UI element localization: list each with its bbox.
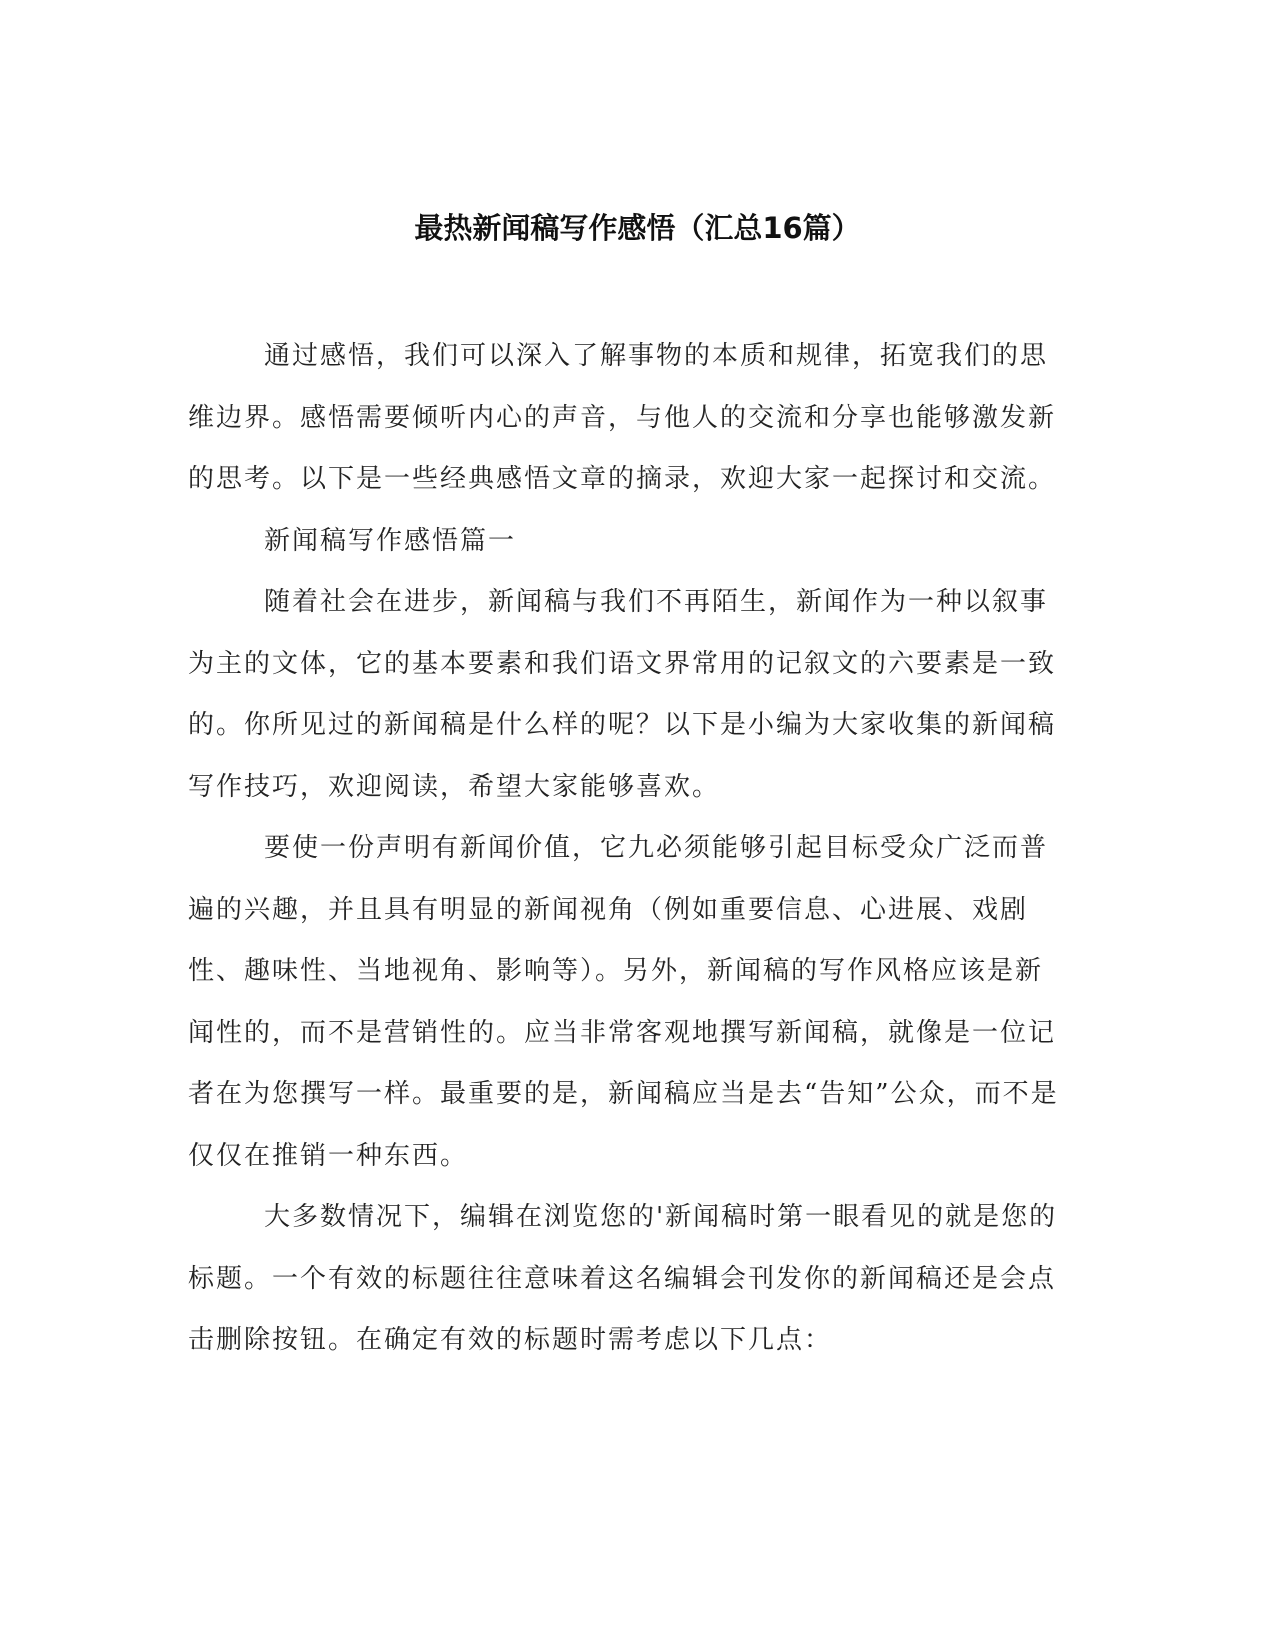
body-paragraph: 大多数情况下，编辑在浏览您的'新闻稿时第一眼看见的就是您的标题。一个有效的标题往往意味着这名编辑会刊发你的新闻稿还是会点击删除按钮。在确定有效的标题时需考虑以下几点： xyxy=(188,1202,1058,1355)
section-heading-1: 新闻稿写作感悟篇一 xyxy=(264,525,517,556)
document-body xyxy=(188,326,1068,1372)
body-paragraph: 要使一份声明有新闻价值，它九必须能够引起目标受众广泛而普遍的兴趣，并且具有明显的新闻视角（例如重要信息、心进展、戏剧性、趣味性、当地视角、影响等）。另外，新闻稿的写作风格应该是新闻性的，而不是营销性的。应当非常客观地撰写新闻稿，就像是一位记者在为您撰写一样。最重要的是，新闻稿应当是去“告知”公众，而不是仅仅在推销一种东西。 xyxy=(188,833,1059,1171)
intro-paragraph: 通过感悟，我们可以深入了解事物的本质和规律，拓宽我们的思维边界。感悟需要倾听内心的声音，与他人的交流和分享也能够激发新的思考。以下是一些经典感悟文章的摘录，欢迎大家一起探讨和交流。 xyxy=(188,341,1057,494)
document-title: 最热新闻稿写作感悟（汇总16篇） xyxy=(414,211,861,245)
body-paragraph: 随着社会在进步，新闻稿与我们不再陌生，新闻作为一种以叙事为主的文体，它的基本要素和我们语文界常用的记叙文的六要素是一致的。你所见过的新闻稿是什么样的呢？以下是小编为大家收集的新闻稿写作技巧，欢迎阅读，希望大家能够喜欢。 xyxy=(188,587,1057,802)
